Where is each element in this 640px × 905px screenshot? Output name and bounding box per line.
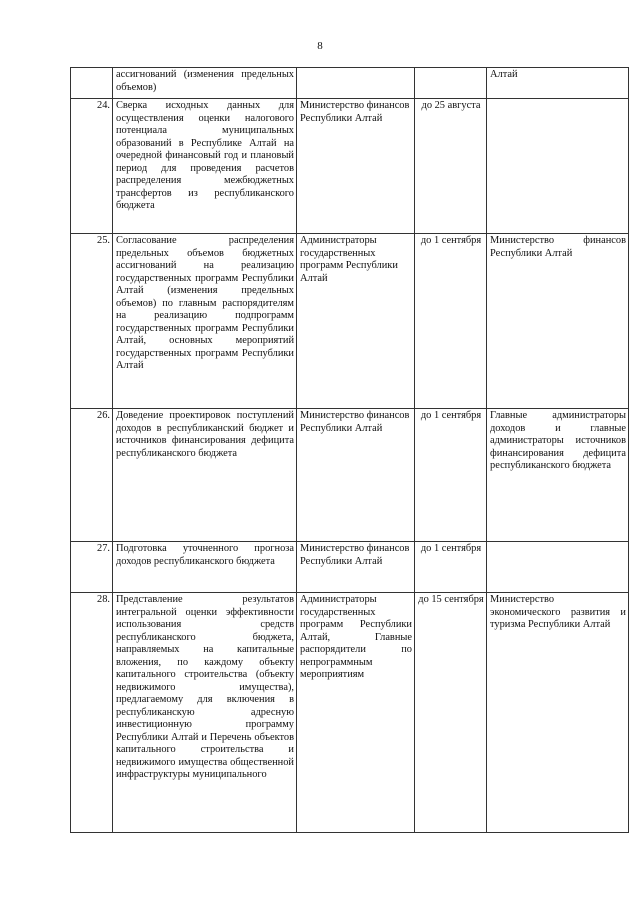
recipient-cell bbox=[487, 99, 629, 234]
recipient-cell: Министерство экономического развития и туризма Республики Алтай bbox=[487, 593, 629, 833]
task-cell: Согласование распределения предельных объемов бюджетных ассигнований на реализацию государственных программ Республики Алтай (изменения предельных объемов) по главным распорядителям на реализацию подпрограмм государственных программ Республики Алтай, основных мероприятий государственных программ Республики Алтай bbox=[113, 234, 297, 409]
table-row bbox=[71, 234, 629, 409]
row-number: 24. bbox=[71, 99, 113, 234]
task-cell: Представление результатов интегральной оценки эффективности использования средств республиканского бюджета, направляемых на капитальные вложения, по каждому объекту капитального строительства (объекту недвижимого имущества), предлагаемому для включения в республиканскую адресную инвестиционную программу Республики Алтай и Перечень объектов капитального строительства и недвижимого имущества общественной инфраструктуры муниципального bbox=[113, 593, 297, 833]
row-number: 26. bbox=[71, 409, 113, 542]
deadline-cell: до 25 августа bbox=[415, 99, 487, 234]
executor-cell: Министерство финансов Республики Алтай bbox=[297, 99, 415, 234]
row-number: 28. bbox=[71, 593, 113, 833]
deadline-cell: до 1 сентября bbox=[415, 409, 487, 542]
executor-cell: Администраторы государственных программ Республики Алтай bbox=[297, 234, 415, 409]
table-row bbox=[71, 593, 629, 833]
table-row bbox=[71, 542, 629, 593]
row-number: 27. bbox=[71, 542, 113, 593]
executor-cell bbox=[297, 68, 415, 99]
task-cell: Сверка исходных данных для осуществления оценки налогового потенциала муниципальных образований в Республике Алтай на очередной финансовый год и плановый период для проведения расчетов распределения межбюджетных трансфертов из республиканского бюджета bbox=[113, 99, 297, 234]
executor-cell: Министерство финансов Республики Алтай bbox=[297, 409, 415, 542]
row-number: 25. bbox=[71, 234, 113, 409]
task-cell: Доведение проектировок поступлений доходов в республиканский бюджет и источников финансирования дефицита республиканского бюджета bbox=[113, 409, 297, 542]
page-number: 8 bbox=[317, 40, 323, 52]
deadline-cell: до 15 сентября bbox=[415, 593, 487, 833]
executor-cell: Министерство финансов Республики Алтай bbox=[297, 542, 415, 593]
deadline-cell bbox=[415, 68, 487, 99]
task-cell: Подготовка уточненного прогноза доходов республиканского бюджета bbox=[113, 542, 297, 593]
table-row bbox=[71, 68, 629, 99]
deadline-cell: до 1 сентября bbox=[415, 234, 487, 409]
deadline-cell: до 1 сентября bbox=[415, 542, 487, 593]
table-row bbox=[71, 99, 629, 234]
recipient-cell: Алтай bbox=[487, 68, 629, 99]
plan-table bbox=[70, 67, 629, 833]
recipient-cell: Министерство финансов Республики Алтай bbox=[487, 234, 629, 409]
recipient-cell bbox=[487, 542, 629, 593]
row-number bbox=[71, 68, 113, 99]
recipient-cell: Главные администраторы доходов и главные администраторы источников финансирования дефицита республиканского бюджета bbox=[487, 409, 629, 542]
executor-cell: Администраторы государственных программ Республики Алтай, Главные распорядители по непрограммным мероприятиям bbox=[297, 593, 415, 833]
table-row bbox=[71, 409, 629, 542]
task-cell: ассигнований (изменения предельных объемов) bbox=[113, 68, 297, 99]
